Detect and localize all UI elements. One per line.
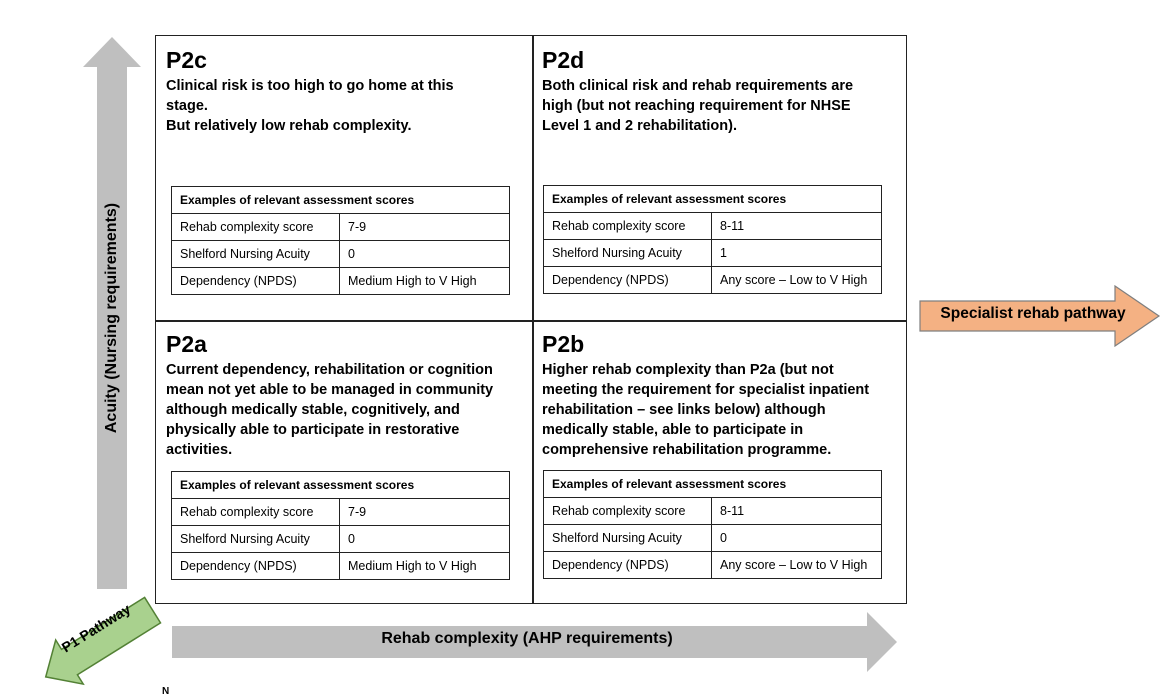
quadrant-description: Higher rehab complexity than P2a (but not meeting the requirement for specialist inpatient rehabilitation – see links below) although medically stable, able to participate in comprehensive rehabilitation programme. (542, 362, 870, 458)
table-header: Examples of relevant assessment scores (544, 471, 882, 498)
row-label: Dependency (NPDS) (544, 267, 712, 294)
specialist-rehab-pathway-label: Specialist rehab pathway (940, 305, 1126, 322)
row-value: Any score – Low to V High (712, 552, 882, 579)
quadrant-p2a (166, 332, 531, 460)
table-row (172, 268, 510, 295)
table-row (172, 214, 510, 241)
row-value: 7-9 (340, 499, 510, 526)
quadrant-description: Both clinical risk and rehab requirements are high (but not reaching requirement for NHSE Level 1 and 2 rehabilitation). (542, 78, 854, 134)
table-row (544, 240, 882, 267)
row-value: Medium High to V High (340, 553, 510, 580)
quadrant-description: Clinical risk is too high to go home at this stage. But relatively low rehab complexity. (166, 78, 454, 134)
quadrant-title: P2c (166, 47, 207, 73)
rehab-complexity-axis-label: Rehab complexity (AHP requirements) (381, 630, 673, 647)
scores-table-p2d (543, 185, 882, 294)
table-row (172, 526, 510, 553)
table-row (172, 553, 510, 580)
acuity-axis-label: Acuity (Nursing requirements) (103, 202, 120, 434)
row-value: 7-9 (340, 214, 510, 241)
row-label: Rehab complexity score (544, 498, 712, 525)
row-label: Rehab complexity score (544, 213, 712, 240)
row-label: Dependency (NPDS) (172, 268, 340, 295)
quadrant-p2c (166, 48, 526, 136)
scores-table-p2c (171, 186, 510, 295)
row-value: Any score – Low to V High (712, 267, 882, 294)
row-label: Rehab complexity score (172, 499, 340, 526)
row-label: Dependency (NPDS) (172, 553, 340, 580)
row-value: 8-11 (712, 498, 882, 525)
pathway-matrix (155, 35, 907, 604)
table-row (544, 498, 882, 525)
row-label: Dependency (NPDS) (544, 552, 712, 579)
quadrant-title: P2d (542, 47, 585, 73)
quadrant-title: P2b (542, 331, 585, 357)
p1-pathway-label: P1 Pathway (58, 600, 134, 656)
row-label: Shelford Nursing Acuity (172, 241, 340, 268)
matrix-horizontal-divider (156, 320, 906, 322)
row-value: 0 (340, 526, 510, 553)
row-label: Shelford Nursing Acuity (544, 240, 712, 267)
footnote-fragment: N (162, 686, 170, 697)
row-value: 1 (712, 240, 882, 267)
quadrant-title: P2a (166, 331, 207, 357)
table-row (172, 499, 510, 526)
table-header: Examples of relevant assessment scores (172, 187, 510, 214)
row-label: Rehab complexity score (172, 214, 340, 241)
p1-pathway-arrow (30, 592, 170, 694)
scores-table-p2a (171, 471, 510, 580)
row-value: 0 (712, 525, 882, 552)
row-value: 8-11 (712, 213, 882, 240)
row-value: 0 (340, 241, 510, 268)
table-header: Examples of relevant assessment scores (172, 472, 510, 499)
row-label: Shelford Nursing Acuity (544, 525, 712, 552)
table-header: Examples of relevant assessment scores (544, 186, 882, 213)
scores-table-p2b (543, 470, 882, 579)
quadrant-p2d (542, 48, 902, 136)
quadrant-p2b (542, 332, 907, 460)
quadrant-description: Current dependency, rehabilitation or cognition mean not yet able to be managed in community although medically stable, cognitively, and physically able to participate in restorative activities. (166, 362, 494, 458)
row-label: Shelford Nursing Acuity (172, 526, 340, 553)
table-row (544, 213, 882, 240)
table-row (544, 525, 882, 552)
table-row (172, 241, 510, 268)
row-value: Medium High to V High (340, 268, 510, 295)
table-row (544, 552, 882, 579)
table-row (544, 267, 882, 294)
